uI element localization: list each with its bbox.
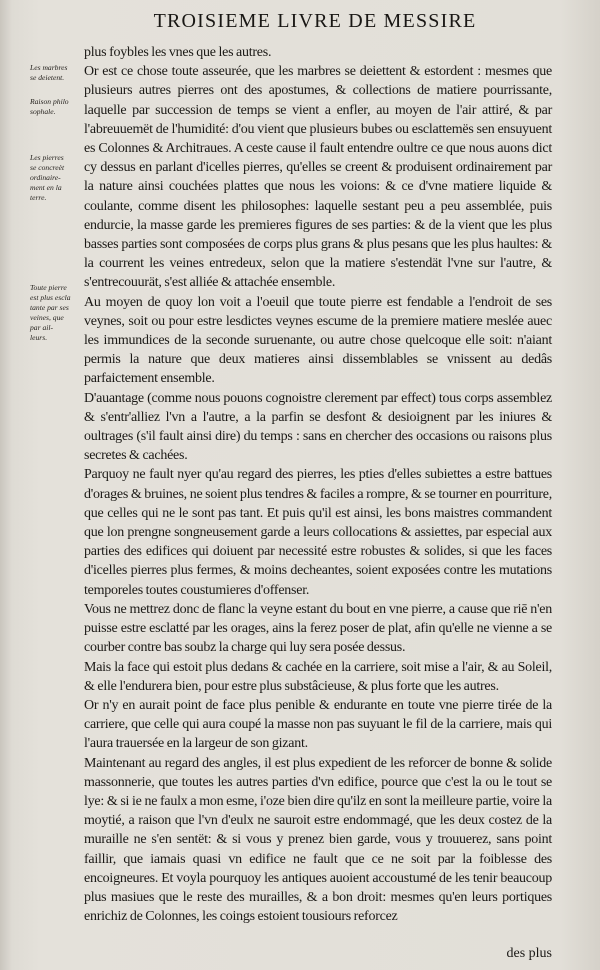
margin-note: Toute pierre est plus escla tante par ses veines, que par ail- leurs.	[30, 283, 71, 342]
margin-note: Les pierres se concreèt ordinaire- ment en la terre.	[30, 153, 65, 202]
paragraph: Mais la face qui estoit plus dedans & cachée en la carriere, soit mise a l'air, & au Soleil, & elle l'endurera bien, pour estre plus substâcieuse, & plus forte que les autres.	[84, 659, 552, 694]
paragraph: Or n'y en aurait point de face plus penible & endurante en toute vne pierre tirée de la carriere, que celle qui aura coupé la masse non pas suyuant le fil de la carriere, mais qui l'aura trauersée en la largeur de son gizant.	[84, 697, 552, 752]
paragraph: Vous ne mettrez donc de flanc la veyne estant du bout en vne pierre, a cause que riē n'en puisse estre esclatté par les orages, ains la ferez poser de plat, afin qu'elle ne vienne a se courber contre bas soubz la charge qui luy sera posée dessus.	[84, 601, 552, 656]
catchword: des plus	[506, 946, 552, 961]
paragraph: D'auantage (comme nous pouons cognoistre clerement par effect) tous corps assemblez & s'entr'alliez l'vn a l'autre, a la parfin se desfont & desioignent par les iniures & oultrages (s'il fault ainsi dire) du temps : sans en chercher des occasions ou raisons plus secretes & cachées.	[84, 390, 552, 464]
margin-note: Raison philo sophale.	[30, 97, 69, 116]
paragraph: Au moyen de quoy lon voit a l'oeuil que toute pierre est fendable a l'endroit de ses veynes, soit ou pour estre lesdictes veynes escume de la premiere matiere meslée auec les immundices de la seconde suruenante, ou autre chose quelcoque elle soit: n'aiant permis la nature que deux matieres ainsi dissemblables se vnissent au dedâs parfaictement ensemble.	[84, 294, 552, 387]
paragraph: Or est ce chose toute asseurée, que les marbres se deiettent & estordent : mesmes que plusieurs autres pierres ont des apostumes, & collections de matiere pourrissante, laquelle par succession de temps se vient a enfler, au moyen de l'air attiré, & par l'abreuuemët de l'humidité: d'ou vient que plusieurs bubes ou esclattemës sen ensuyuent es Colonnes & Architraues. A ceste cause il fault entendre oultre ce que nous auons dict cy dessus en parlant d'icelles pierres, qu'elles se creent & produisent ordinairement par la nature ainsi couchées plattes que nous les voions: & ce d'vne matiere liquide & coulante, comme disent les philosophes: laquelle sestant peu a peu assemblée, puis endurcie, la masse garde les premieres figures de ses parties: & de la vient que les plus basses parties sont composées de corps plus grans & plus pesans que les plus haultes: & la courrent les veines entredeux, selon que la matiere s'estendät l'vne sur l'autre, & s'entrecouurät, s'est alliée & attachée ensemble.	[84, 64, 552, 291]
main-text	[84, 43, 552, 963]
paragraph: Maintenant au regard des angles, il est plus expedient de les reforcer de bonne & solide massonnerie, que toutes les autres parties d'vn edifice, pource que c'est la ou le tout se lye: & si ie ne faulx a mon esme, i'oze bien dire qu'ilz en sont la meilleure partie, voire la moytié, a raison que l'vn d'eulx ne sauroit estre endommagé, que les deux costez de la muraille ne s'en sentët: & si vous y prenez bien garde, vous y trouuerez, sans point faillir, que iamais quasi vn edifice ne fault que ce ne soit par la foiblesse des encoigneures. Et voyla pourquoy les antiques auoient accoustumé de les tenir beaucoup plus masiues que le reste des murailles, & a bon droit: mesmes qu'en leurs portiques enrichiz de Colonnes, les coings estoient tousiours reforcez	[84, 755, 552, 925]
margin-note: Les marbres se deietent.	[30, 63, 68, 82]
paragraph: plus foybles les vnes que les autres.	[84, 45, 272, 60]
running-head: TROISIEME LIVRE DE MESSIRE	[153, 10, 477, 32]
paragraph: Parquoy ne fault nyer qu'au regard des pierres, les pties d'elles subiettes a estre battues d'orages & bruines, ne soient plus tendres & faciles a rompre, & se tourner en pourriture, que celles qui ne le sont pas tant. Et puis qu'il est ainsi, les bons maistres commandent que lon prengne songneusement garde a leurs collocations & assiettes, par especial aux parties des edifices qui doiuent par necessité estre robustes & solides, si que les faces d'icelles pierres plus fermes, & moins decheantes, soient exposées contre les mutations temporeles toutes coustumieres d'offenser.	[84, 467, 552, 598]
